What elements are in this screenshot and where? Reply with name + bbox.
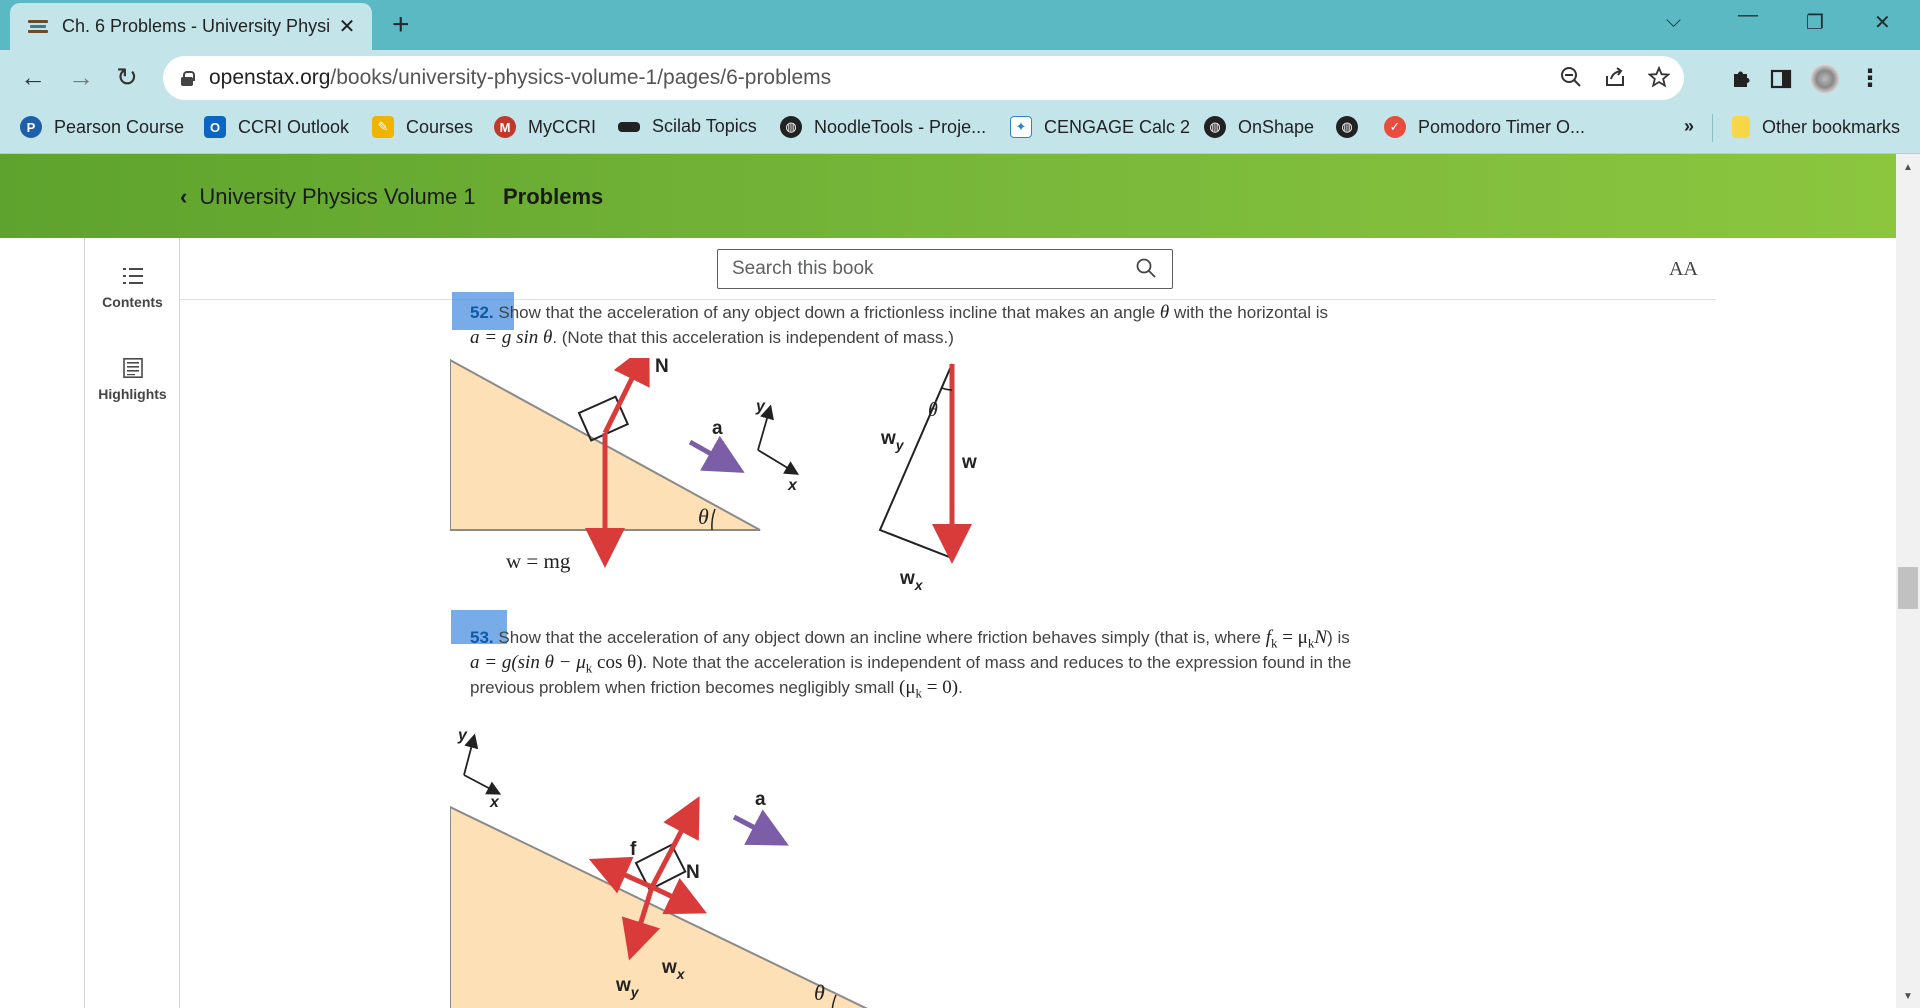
book-sidebar: [84, 238, 180, 1008]
bookmark-star-icon[interactable]: [1648, 66, 1670, 88]
bookmark-pomodoro[interactable]: ✓ Pomodoro Timer O...: [1384, 116, 1585, 138]
side-panel-icon[interactable]: [1770, 68, 1792, 90]
lock-icon[interactable]: [181, 71, 193, 86]
close-window-button[interactable]: ✕: [1874, 12, 1891, 34]
highlights-button[interactable]: Highlights: [85, 358, 180, 402]
x-axis-label: x: [788, 477, 797, 494]
pearson-icon: P: [20, 116, 42, 138]
extensions-puzzle-icon[interactable]: [1730, 68, 1752, 90]
tab-search-chevron-icon[interactable]: ⌵: [1666, 10, 1682, 32]
book-stack-icon: [28, 20, 48, 34]
problem-52-line-1: 52. Show that the acceleration of any object down a frictionless incline that makes an angle θ with the horizontal is: [470, 302, 1328, 323]
reload-icon[interactable]: ↻: [116, 62, 138, 92]
bookmark-unnamed[interactable]: [1336, 116, 1358, 138]
contents-button[interactable]: Contents: [85, 266, 180, 310]
problem-53-line-3: previous problem when friction becomes negligibly small $(\mu_k = 0)$.: [470, 677, 963, 701]
theta-label: θ: [698, 504, 709, 529]
wx-label: $w_x$: [662, 957, 685, 982]
problem-52-figure: [450, 358, 1010, 608]
profile-avatar[interactable]: [1810, 64, 1840, 94]
bookmark-onshape[interactable]: ◍ OnShape: [1204, 116, 1314, 138]
scilab-icon: [618, 122, 640, 132]
chevron-left-icon: ‹: [180, 184, 188, 209]
scroll-up-arrow-icon[interactable]: ▲: [1903, 162, 1913, 173]
bookmark-noodletools[interactable]: ◍ NoodleTools - Proje...: [780, 116, 986, 138]
wx-label: $w_x$: [900, 568, 923, 593]
scrollbar-thumb[interactable]: [1898, 567, 1918, 609]
pencil-icon: ✎: [372, 116, 394, 138]
more-bookmarks-chevron[interactable]: »: [1684, 116, 1695, 136]
text-size-button[interactable]: AA: [1669, 258, 1698, 280]
bookmark-cengage[interactable]: ✦ CENGAGE Calc 2: [1010, 116, 1190, 138]
scroll-down-arrow-icon[interactable]: ▼: [1903, 991, 1913, 1002]
search-row: [180, 238, 1716, 300]
problem-53-line-2: a = g(sin $\theta - \mu_k$ cos θ). Note that the acceleration is independent of mass and reduces to the expression found in the: [470, 652, 1352, 676]
x-axis-label: x: [490, 794, 499, 811]
w-label: w: [962, 452, 977, 473]
problem-53-figure: [450, 715, 880, 1008]
tab-title: Ch. 6 Problems - University Physi: [62, 16, 331, 36]
back-arrow-icon[interactable]: ←: [20, 62, 46, 92]
bookmark-scilab[interactable]: Scilab Topics: [618, 116, 757, 137]
new-tab-button[interactable]: +: [392, 8, 410, 41]
minimize-button[interactable]: —: [1738, 4, 1758, 26]
bookmarks-bar: [0, 106, 1920, 154]
acceleration-arrow: [734, 817, 780, 841]
wx-arrow: [652, 887, 698, 909]
browser-menu-icon[interactable]: ⋮: [1858, 65, 1882, 92]
outlook-icon: O: [204, 116, 226, 138]
theta-label: θ: [814, 980, 825, 1005]
page-title: Problems: [503, 184, 604, 209]
folder-icon: [1732, 116, 1750, 138]
acceleration-label: a: [755, 789, 766, 810]
highlights-notebook-icon: [122, 358, 144, 378]
force-triangle: [880, 364, 952, 558]
other-bookmarks[interactable]: Other bookmarks: [1732, 116, 1900, 138]
acceleration-label: a: [712, 418, 723, 439]
back-to-book-link[interactable]: ‹ University Physics Volume 1: [180, 184, 476, 209]
problem-52-line-2: a = g sin θ. (Note that this acceleration is independent of mass.): [470, 327, 954, 348]
browser-tab-active[interactable]: [10, 3, 372, 50]
bookmark-outlook[interactable]: O CCRI Outlook: [204, 116, 349, 138]
triangle-theta-label: θ: [928, 399, 938, 421]
wy-label: $w_y$: [881, 428, 904, 453]
bookmark-pearson[interactable]: P Pearson Course: [20, 116, 184, 138]
bookmarks-divider: [1712, 114, 1713, 142]
acceleration-arrow: [690, 442, 736, 468]
normal-force-label: N: [655, 358, 669, 377]
book-header: [0, 154, 1896, 238]
y-axis-label: y: [756, 398, 765, 415]
y-axis-label: y: [458, 727, 467, 744]
problem-content: [180, 300, 1716, 1008]
search-icon[interactable]: [1136, 258, 1156, 278]
share-icon[interactable]: [1604, 66, 1626, 88]
problem-53-line-1: 53. Show that the acceleration of any object down an incline where friction behaves simply (that is, where $f_k = \mu_kN$) is: [470, 627, 1350, 651]
x-axis: [464, 775, 498, 793]
bookmark-courses[interactable]: ✎ Courses: [372, 116, 473, 138]
forward-arrow-icon[interactable]: →: [68, 62, 94, 92]
address-bar[interactable]: [163, 56, 1684, 100]
url-text[interactable]: openstax.org/books/university-physics-volume-1/pages/6-problems: [209, 66, 832, 89]
cengage-icon: ✦: [1010, 116, 1032, 138]
browser-toolbar: [0, 50, 1920, 106]
myccri-icon: M: [494, 116, 516, 138]
wy-label: $w_y$: [616, 975, 639, 1000]
normal-force-arrow: [605, 358, 645, 433]
tab-strip: [0, 0, 1920, 50]
normal-force-label: N: [686, 862, 700, 883]
search-input[interactable]: Search this book: [717, 249, 1173, 289]
globe-icon: ◍: [1336, 116, 1358, 138]
friction-label: f: [630, 839, 637, 860]
zoom-out-icon[interactable]: [1560, 66, 1582, 88]
bookmark-myccri[interactable]: M MyCCRI: [494, 116, 596, 138]
restore-button[interactable]: ❐: [1806, 12, 1824, 34]
weight-label: w = mg: [506, 549, 571, 573]
globe-icon: ◍: [1204, 116, 1226, 138]
list-icon: [122, 266, 144, 286]
close-tab-icon[interactable]: ✕: [338, 16, 356, 38]
x-axis: [758, 450, 796, 473]
check-circle-icon: ✓: [1384, 116, 1406, 138]
globe-icon: ◍: [780, 116, 802, 138]
problem-number: 53.: [470, 628, 494, 647]
problem-number: 52.: [470, 303, 494, 322]
